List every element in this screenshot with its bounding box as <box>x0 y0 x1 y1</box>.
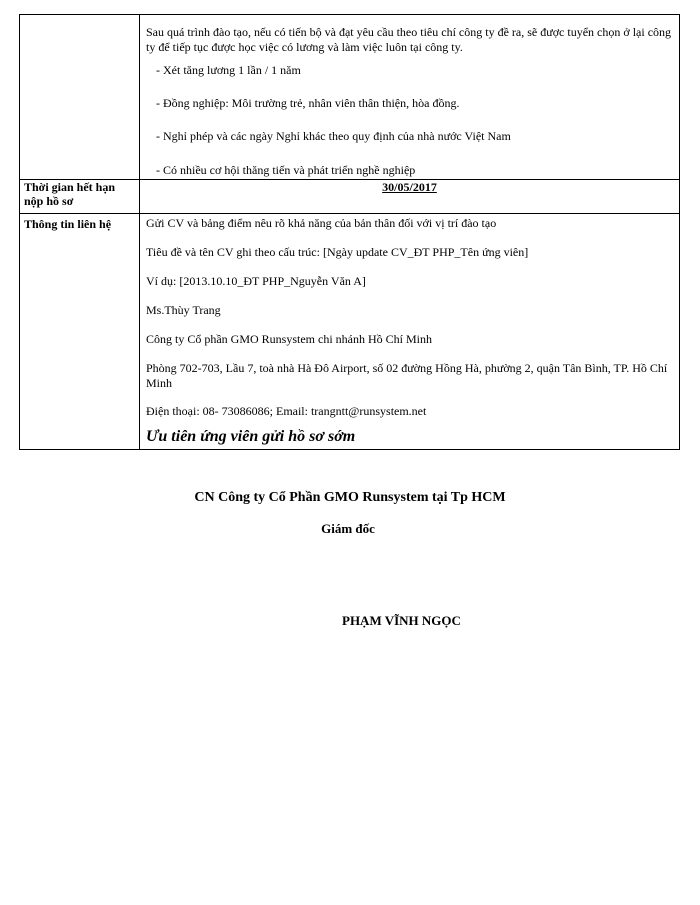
signature-name: PHẠM VĨNH NGỌC <box>342 613 461 628</box>
contact-line: Tiêu đề và tên CV ghi theo cấu trúc: [Ngày update CV_ĐT PHP_Tên ứng viên] <box>146 245 529 259</box>
benefit-item: - Nghỉ phép và các ngày Nghỉ khác theo quy định của nhà nước Việt Nam <box>156 129 511 143</box>
contact-content-cell <box>140 214 680 450</box>
contact-company: Công ty Cổ phần GMO Runsystem chi nhánh Hồ Chí Minh <box>146 332 433 346</box>
benefit-item: - Xét tăng lương 1 lần / 1 năm <box>156 63 301 77</box>
contact-address: Phòng 702-703, Lầu 7, toà nhà Hà Đô Airport, số 02 đường Hồng Hà, phường 2, quận Tân Bình, TP. Hồ Chí Minh <box>146 361 668 390</box>
contact-person: Ms.Thùy Trang <box>146 303 221 317</box>
benefits-label-cell <box>20 15 140 180</box>
contact-line: Ví dụ: [2013.10.10_ĐT PHP_Nguyễn Văn A] <box>146 274 366 288</box>
contact-row <box>20 214 680 450</box>
deadline-label: Thời gian hết hạn nộp hồ sơ <box>20 180 140 214</box>
signature-company: CN Công ty Cổ Phần GMO Runsystem tại Tp HCM <box>194 490 506 505</box>
contact-label: Thông tin liên hệ <box>20 214 140 450</box>
contact-line: Gửi CV và bảng điểm nêu rõ khả năng của bản thân đối với vị trí đào tạo <box>146 216 497 230</box>
priority-note: Ưu tiên ứng viên gửi hồ sơ sớm <box>146 428 356 445</box>
benefits-intro: Sau quá trình đào tạo, nếu có tiến bộ và đạt yêu cầu theo tiêu chí công ty đề ra, sẽ được tuyển chọn ở lại công ty để tiếp tục được học việc có lương và làm việc luôn tại công ty. <box>146 25 672 54</box>
signature-title: Giám đốc <box>321 521 375 536</box>
benefit-item: - Có nhiều cơ hội thăng tiến và phát triển nghề nghiệp <box>156 163 416 177</box>
contact-phone-email: Điện thoại: 08- 73086086; Email: trangntt@runsystem.net <box>146 404 427 418</box>
deadline-value: 30/05/2017 <box>140 180 680 214</box>
benefits-row <box>20 15 680 180</box>
info-table <box>19 14 680 450</box>
benefits-content-cell <box>140 15 680 180</box>
benefit-item: - Đồng nghiệp: Môi trường trẻ, nhân viên thân thiện, hòa đồng. <box>156 96 460 110</box>
deadline-row <box>20 180 680 214</box>
